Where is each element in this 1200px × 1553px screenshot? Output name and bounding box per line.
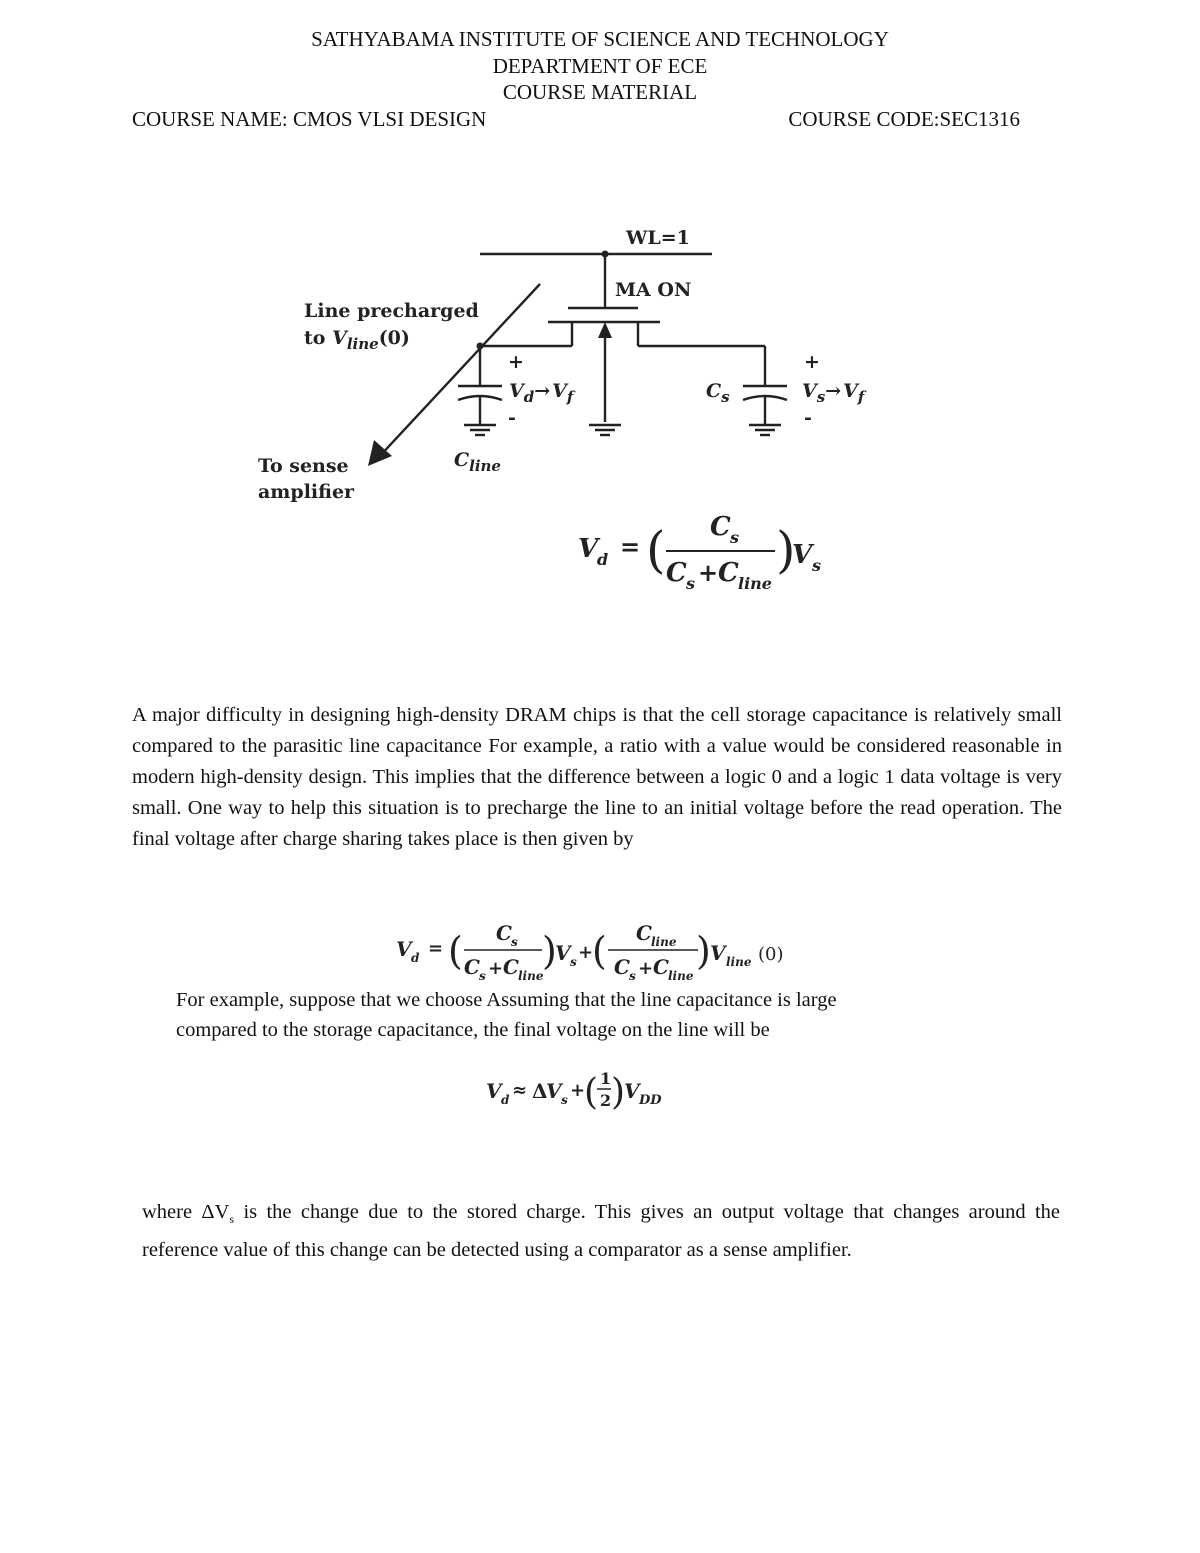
paragraph-2 [176,985,1076,1045]
svg-text:(: ( [584,1072,599,1113]
cline-label: $C_{line}$ [454,449,501,475]
svg-text:C: C [464,955,480,979]
svg-text:s: s [511,935,518,949]
svg-text:+: + [698,558,719,587]
right-plus: + [804,351,820,373]
sense-label-line1: To sense [258,455,349,477]
department-name: DEPARTMENT OF ECE [492,54,708,78]
svg-text:s: s [812,556,822,575]
svg-text:V: V [555,941,571,965]
paragraph-2-line-1: For example, suppose that we choose Assuming that the line capacitance is large [176,989,837,1011]
svg-text:s: s [570,955,577,969]
svg-text:(: ( [592,929,607,973]
vd-vf-label: $V_d\to V_f$ [509,380,574,406]
wl-label: WL=1 [626,227,690,249]
bit-line-arrow-icon [368,440,392,466]
svg-text:(: ( [448,929,463,973]
svg-text:V: V [578,534,599,564]
svg-text:V: V [396,937,412,961]
svg-text:C: C [636,921,652,945]
precharge-label-line2: to $V_{line}(0)$ [304,327,410,353]
svg-text:C: C [653,955,669,979]
svg-text:2: 2 [600,1091,612,1110]
equation-2 [392,916,802,984]
svg-text:≈: ≈ [512,1080,528,1101]
svg-text:C: C [718,558,739,588]
svg-text:d: d [411,951,420,965]
svg-text:V: V [710,941,726,965]
svg-text:line: line [738,574,772,593]
svg-text:C: C [503,955,519,979]
svg-text:V: V [792,540,813,570]
svg-text:Δ: Δ [532,1079,548,1103]
svg-text:+: + [488,958,504,979]
svg-text:=: = [428,938,444,959]
svg-text:s: s [479,969,486,983]
svg-text:+: + [578,942,594,963]
svg-text:C: C [666,558,687,588]
svg-text:s: s [730,528,740,547]
right-minus: - [804,407,812,429]
svg-text:+: + [638,958,654,979]
sense-label-line2: amplifier [258,481,355,503]
material-title: COURSE MATERIAL [502,80,698,104]
svg-text:V: V [624,1079,640,1103]
cs-label: $C_s$ [706,380,730,406]
svg-text:d: d [501,1093,510,1107]
svg-text:s: s [629,969,636,983]
svg-text:): ) [542,929,557,973]
paragraph-2-line-2: compared to the storage capacitance, the final voltage on the line will be [176,1019,770,1041]
paragraph-1: A major difficulty in designing high-density DRAM chips is that the cell storage capacitance is relatively small compared to the parasitic line capacitance For example, a ratio with a value would be considered reasonable in modern high-density design. This implies that the difference between a logic 0 and a logic 1 data voltage is very small. One way to help this situation is to precharge the line to an initial voltage before the read operation. The final voltage after charge sharing takes place is then given by [132,704,1062,850]
svg-text:C: C [496,921,512,945]
svg-text:): ) [696,929,711,973]
left-minus: - [508,407,516,429]
svg-text:DD: DD [639,1093,662,1108]
svg-text:s: s [686,574,696,593]
svg-text:line: line [518,969,544,983]
body-arrow-icon [598,322,612,338]
vs-vf-label: $V_s\to V_f$ [802,380,865,406]
svg-text:=: = [620,532,641,561]
svg-text:C: C [614,955,630,979]
svg-text:+: + [570,1080,586,1101]
svg-text:C: C [710,512,731,542]
svg-text:): ) [776,521,796,579]
institute-name: SATHYABAMA INSTITUTE OF SCIENCE AND TECHNOLOGY [311,27,889,51]
course-code: COURSE CODE:SEC1316 [788,107,1020,131]
equation-3 [480,1060,690,1120]
svg-text:(: ( [646,521,666,579]
svg-text:s: s [561,1093,568,1107]
paragraph-3: where $\Delta V_s$ is the change due to the stored charge. This gives an output voltage that changes around the reference value of this change can be detected using a comparator as a sense amplifier. [142,1201,1060,1262]
svg-text:): ) [611,1072,626,1113]
course-name: COURSE NAME: CMOS VLSI DESIGN [132,107,487,131]
svg-text:line: line [651,935,677,949]
svg-text:V: V [546,1079,562,1103]
ma-label: MA ON [615,279,692,301]
svg-text:d: d [597,550,609,569]
svg-text:(0): (0) [758,944,784,965]
svg-text:line: line [726,955,752,969]
left-plus: + [508,351,524,373]
precharge-label-line1: Line precharged [304,300,479,322]
svg-text:1: 1 [600,1069,612,1088]
svg-text:line: line [668,969,694,983]
equation-1 [570,505,840,595]
svg-text:V: V [486,1079,502,1103]
